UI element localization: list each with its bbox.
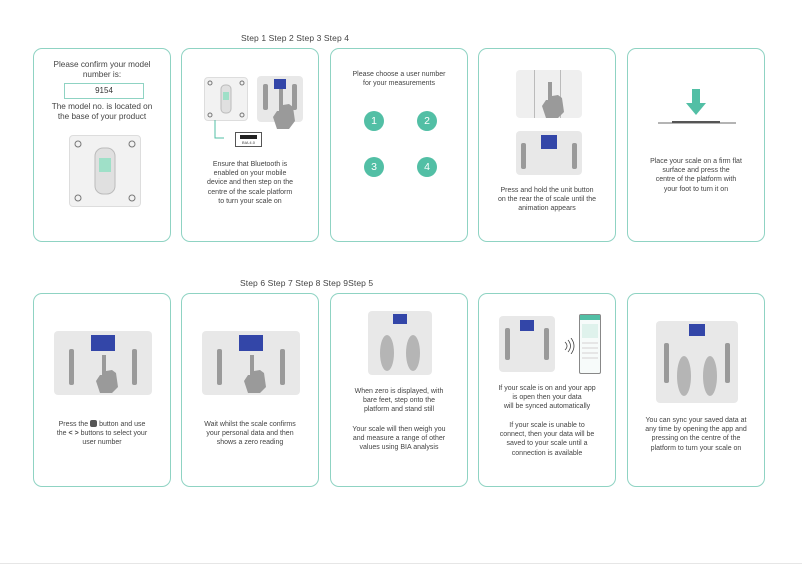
ble-label: BIA 4.0 (242, 140, 255, 145)
flat-surface-line: surface and press the (662, 167, 730, 175)
offline-line: connect, then your data will be (499, 431, 595, 439)
model-prompt-line1: Please confirm your model (53, 60, 151, 69)
scale-electrode-right (572, 143, 577, 169)
user-number-1-button[interactable]: 1 (364, 111, 384, 131)
step-on-line: bare feet, step onto the (363, 397, 435, 405)
sync-line: will be synced automatically (503, 403, 591, 411)
scale-base-icon (70, 136, 140, 206)
bluetooth-line: enabled on your mobile (213, 170, 287, 178)
select-user-text: Press the (58, 421, 89, 428)
step-card-step-on (330, 293, 468, 487)
scale-feet-image (368, 311, 432, 375)
user-number-3-button[interactable]: 3 (364, 157, 384, 177)
model-location-text (40, 102, 164, 122)
signal-waves-icon (561, 338, 577, 354)
bluetooth-instructions (188, 160, 312, 206)
scale-electrode-right (544, 328, 549, 360)
flat-surface-line: centre of the platform with (655, 176, 737, 184)
scale-electrode-left (505, 328, 510, 360)
user-number-line: for your measurements (363, 80, 435, 88)
step-card-saved-data (627, 293, 765, 487)
model-prompt (40, 60, 164, 80)
sync-line: If your scale is on and your app (498, 385, 596, 392)
user-number-line: Please choose a user number (352, 71, 446, 78)
scale-base-image (69, 135, 141, 207)
feet-icon (368, 311, 432, 375)
step-on-line: platform and stand still (363, 406, 435, 414)
step-card-select-user (33, 293, 171, 487)
scale-electrode-right (280, 349, 285, 385)
offline-line: connection is available (511, 449, 583, 457)
chevron-left-right-icon: < > (68, 430, 79, 438)
scale-electrode-left (217, 349, 222, 385)
offline-line: If your scale is unable to (509, 422, 585, 429)
select-user-text: button and use (99, 421, 146, 428)
scale-display (541, 135, 557, 149)
scale-edge-line-left (534, 70, 535, 118)
select-user-line2 (40, 429, 164, 438)
model-location-line1: The model no. is located on (51, 102, 153, 111)
bluetooth-line: device and then step on the (206, 179, 293, 187)
unit-button-line: Press and hold the unit button (500, 187, 594, 194)
step-card-zero-reading (181, 293, 319, 487)
bia-line: Your scale will then weigh you (352, 426, 446, 433)
scale-electrode-right (132, 349, 137, 385)
step-card-user-number (330, 48, 468, 242)
select-user-line3: user number (82, 439, 122, 447)
model-number-box: 9154 (64, 83, 144, 99)
step-on-instructions (337, 387, 461, 415)
saved-data-line: You can sync your saved data at (645, 417, 747, 424)
user-number-prompt (337, 70, 461, 88)
zero-reading-line: your personal data and then (206, 430, 294, 438)
bluetooth-line: Ensure that Bluetooth is (212, 161, 288, 168)
step-card-unit-button (478, 48, 616, 242)
step-card-bluetooth (181, 48, 319, 242)
select-user-instructions (40, 420, 164, 448)
sync-instructions (485, 384, 609, 412)
scale-electrode-left (69, 349, 74, 385)
bia-instructions (337, 425, 461, 453)
select-user-text: the (56, 430, 67, 438)
user-number-4-button[interactable]: 4 (417, 157, 437, 177)
phone-app-chart (582, 324, 598, 338)
set-button-icon (90, 420, 97, 427)
scale-display (91, 335, 115, 351)
model-location-line2: the base of your product (57, 112, 147, 121)
scale-display (239, 335, 263, 351)
page-footer-divider (0, 563, 802, 564)
saved-data-line: pressing on the centre of the (651, 435, 741, 443)
feet-icon (656, 321, 738, 403)
unit-button-line: animation appears (518, 205, 576, 213)
hand-press-icon (238, 353, 278, 395)
hand-press-icon (267, 87, 307, 132)
saved-data-line: platform to turn your scale on (650, 444, 742, 452)
steps-header-top: Step 1 Step 2 Step 3 Step 4 (241, 33, 350, 43)
flat-surface-line: Place your scale on a firm flat (650, 158, 742, 165)
bluetooth-line: centre of the scale platform (207, 188, 293, 196)
select-user-line1 (40, 420, 164, 429)
saved-data-instructions (634, 416, 758, 453)
phone-app-image (579, 314, 601, 374)
flat-surface-line: your foot to turn it on (663, 185, 729, 193)
ble-chip (240, 135, 257, 139)
offline-line: saved to your scale until a (506, 440, 588, 448)
unit-button-line: on the rear the of scale until the (497, 196, 597, 204)
user-number-2-button[interactable]: 2 (417, 111, 437, 131)
unit-button-instructions (485, 186, 609, 214)
step-card-flat-surface (627, 48, 765, 242)
zero-reading-line: Wait whilst the scale confirms (204, 421, 296, 428)
scale-display-image (54, 331, 152, 395)
scale-feet-image (656, 321, 738, 403)
select-user-text: buttons to select your (80, 430, 148, 438)
saved-data-line: any time by opening the app and (645, 426, 747, 434)
phone-app-header (580, 315, 600, 320)
scale-display-image (516, 131, 582, 175)
step-on-line: When zero is displayed, with (354, 388, 444, 395)
step-card-model (33, 48, 171, 242)
sync-line: is open then your data (512, 394, 582, 402)
phone-app-rows (582, 342, 598, 362)
ble-module (235, 132, 262, 147)
scale-display-image (499, 316, 555, 372)
bluetooth-line: to turn your scale on (218, 197, 282, 205)
hand-press-icon (90, 353, 130, 395)
model-prompt-line2: number is: (82, 70, 122, 79)
zero-reading-line: shows a zero reading (216, 439, 284, 447)
zero-reading-instructions (188, 420, 312, 448)
scale-press-arrow-icon (652, 87, 742, 127)
step-card-sync (478, 293, 616, 487)
offline-save-instructions (485, 421, 609, 458)
scale-display-image (202, 331, 300, 395)
flat-surface-instructions (634, 157, 758, 194)
scale-electrode-left (521, 143, 526, 169)
scale-side-image (516, 70, 582, 118)
steps-header-bottom: Step 6 Step 7 Step 8 Step 9Step 5 (240, 278, 374, 288)
scale-display (520, 320, 534, 331)
bia-line: and measure a range of other (352, 435, 446, 443)
bia-line: values using BIA analysis (359, 444, 439, 452)
hand-press-icon (538, 80, 578, 120)
